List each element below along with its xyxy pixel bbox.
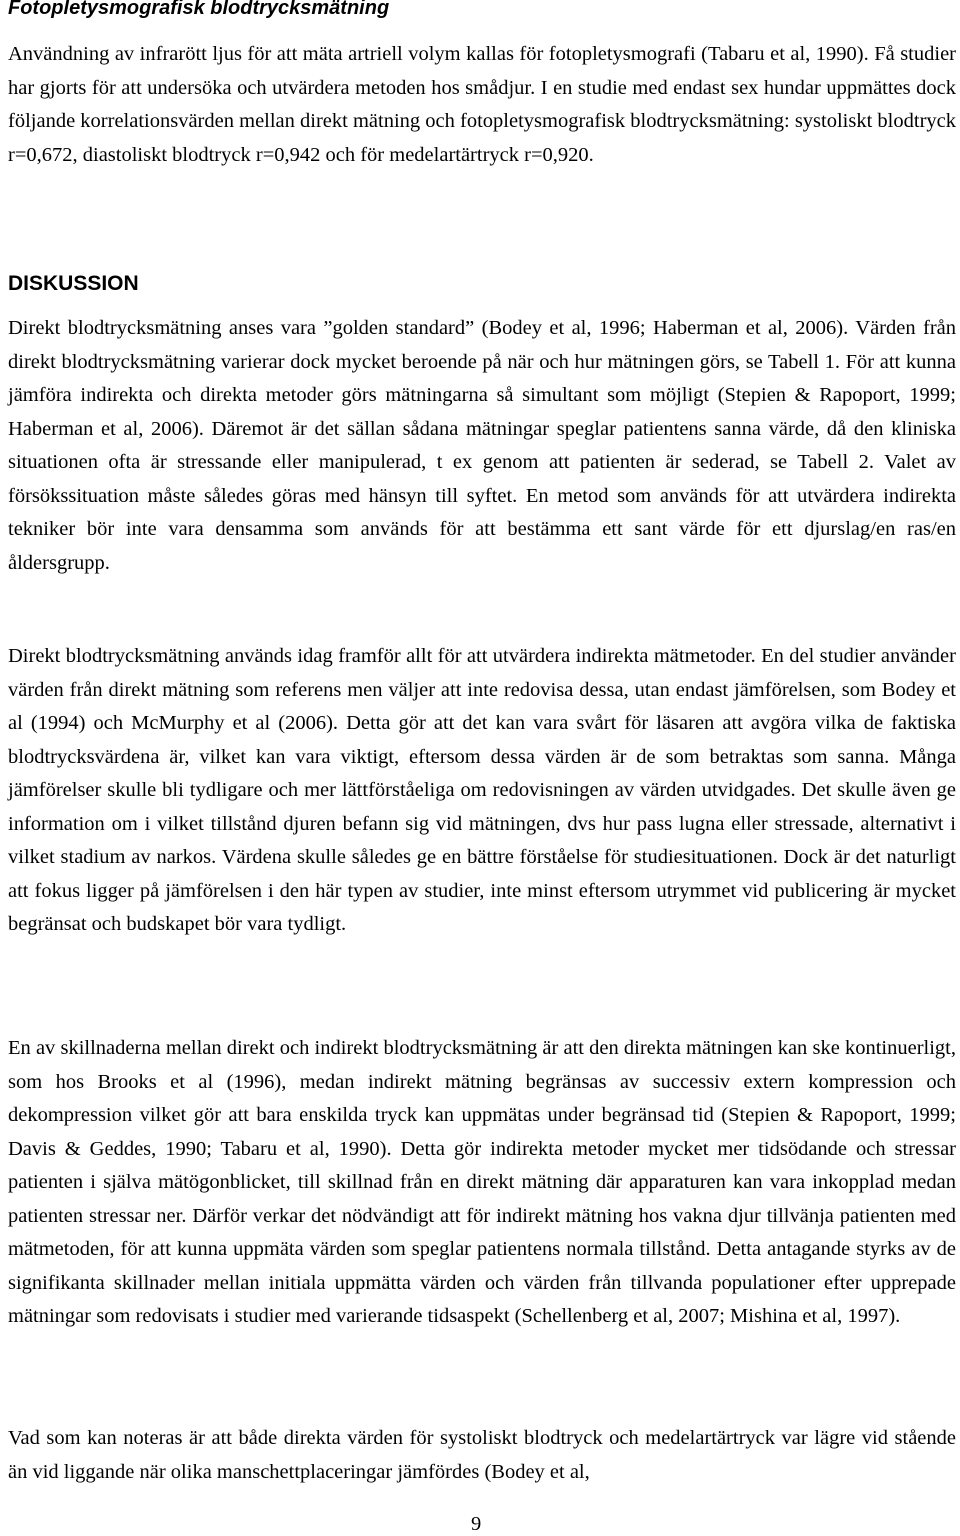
paragraph: En av skillnaderna mellan direkt och indirekt blodtrycksmätning är att den direkta mätningen kan ske kontinuerligt, som hos Brooks et al (1996), medan indirekt mätning begränsas av successiv extern kompression och dekompression vilket gör att bara enskilda tryck kan uppmätas under begränsad tid (Stepien & Rapoport, 1999; Davis & Geddes, 1990; Tabaru et al, 1990). Detta gör indirekta metoder mycket mer tidsödande och stressar patienten i själva mätögonblicket, till skillnad från en direkt mätning där apparaturen kan vara inkopplad medan patienten stressar ner. Därför verkar det nödvändigt att för indirekt mätning hos vakna djur tillvänja patienten med mätmetoden, för att kunna uppmäta värden som speglar patientens normala tillstånd. Detta antagande styrks av de signifikanta skillnader mellan initiala uppmätta värden och värden från tillvanda populationer efter upprepade mätningar som redovisats i studier med varierande tidsaspekt (Schellenberg et al, 2007; Mishina et al, 1997). [8,1037,956,1327]
section-heading: DISKUSSION [8,272,139,295]
paragraph: Direkt blodtrycksmätning används idag framför allt för att utvärdera indirekta mätmetoder. En del studier använder värden från direkt mätning som referens men väljer att inte redovisa dessa, utan endast jämförelsen, som Bodey et al (1994) och McMurphy et al (2006). Detta gör att det kan vara svårt för läsaren att avgöra vilka de faktiska blodtrycksvärdena är, vilket kan vara viktigt, eftersom dessa värden är de som betraktas som sanna. Många jämförelser skulle bli tydligare och mer lättförståeliga om redovisningen av värden utvidgades. Det skulle även ge information om i vilket tillstånd djuren befann sig vid mätningen, dvs hur pass lugna eller stressade, alternativt i vilket stadium av narkos. Värdena skulle således ge en bättre förståelse för studiesituationen. Dock är det naturligt att fokus ligger på jämförelsen i den här typen av studier, inte minst eftersom utrymmet vid publicering är mycket begränsat och budskapet bör vara tydligt. [8,645,956,935]
subsection-heading: Fotopletysmografisk blodtrycksmätning [8,0,390,19]
page-number: 9 [471,1513,482,1535]
intro-paragraph: Användning av infrarött ljus för att mäta artriell volym kallas för fotopletysmografi (Tabaru et al, 1990). Få studier har gjorts för att undersöka och utvärdera metoden hos smådjur. I en studie med endast sex hundar uppmättes dock följande korrelationsvärden mellan direkt mätning och fotopletysmografisk blodtrycksmätning: systoliskt blodtryck r=0,672, diastoliskt blodtryck r=0,942 och för medelartärtryck r=0,920. [8,43,956,166]
paragraph: Direkt blodtrycksmätning anses vara ”golden standard” (Bodey et al, 1996; Haberman et al, 2006). Värden från direkt blodtrycksmätning varierar dock mycket beroende på när och hur mätningen görs, se Tabell 1. För att kunna jämföra indirekta och direkta metoder görs mätningarna så simultant som möjligt (Stepien & Rapoport, 1999; Haberman et al, 2006). Däremot är det sällan sådana mätningar speglar patientens sanna värde, då den kliniska situationen ofta är stressande eller manipulerad, t ex genom att patienten är sederad, se Tabell 2. Valet av försökssituation måste således göras med hänsyn till syftet. En metod som används för att utvärdera indirekta tekniker bör inte vara densamma som används för att bestämma ett sant värde för ett djurslag/en ras/en åldersgrupp. [8,317,956,574]
paragraph: Vad som kan noteras är att både direkta värden för systoliskt blodtryck och medelartärtryck var lägre vid stående än vid liggande när olika manschettplaceringar jämfördes (Bodey et al, [8,1427,956,1483]
